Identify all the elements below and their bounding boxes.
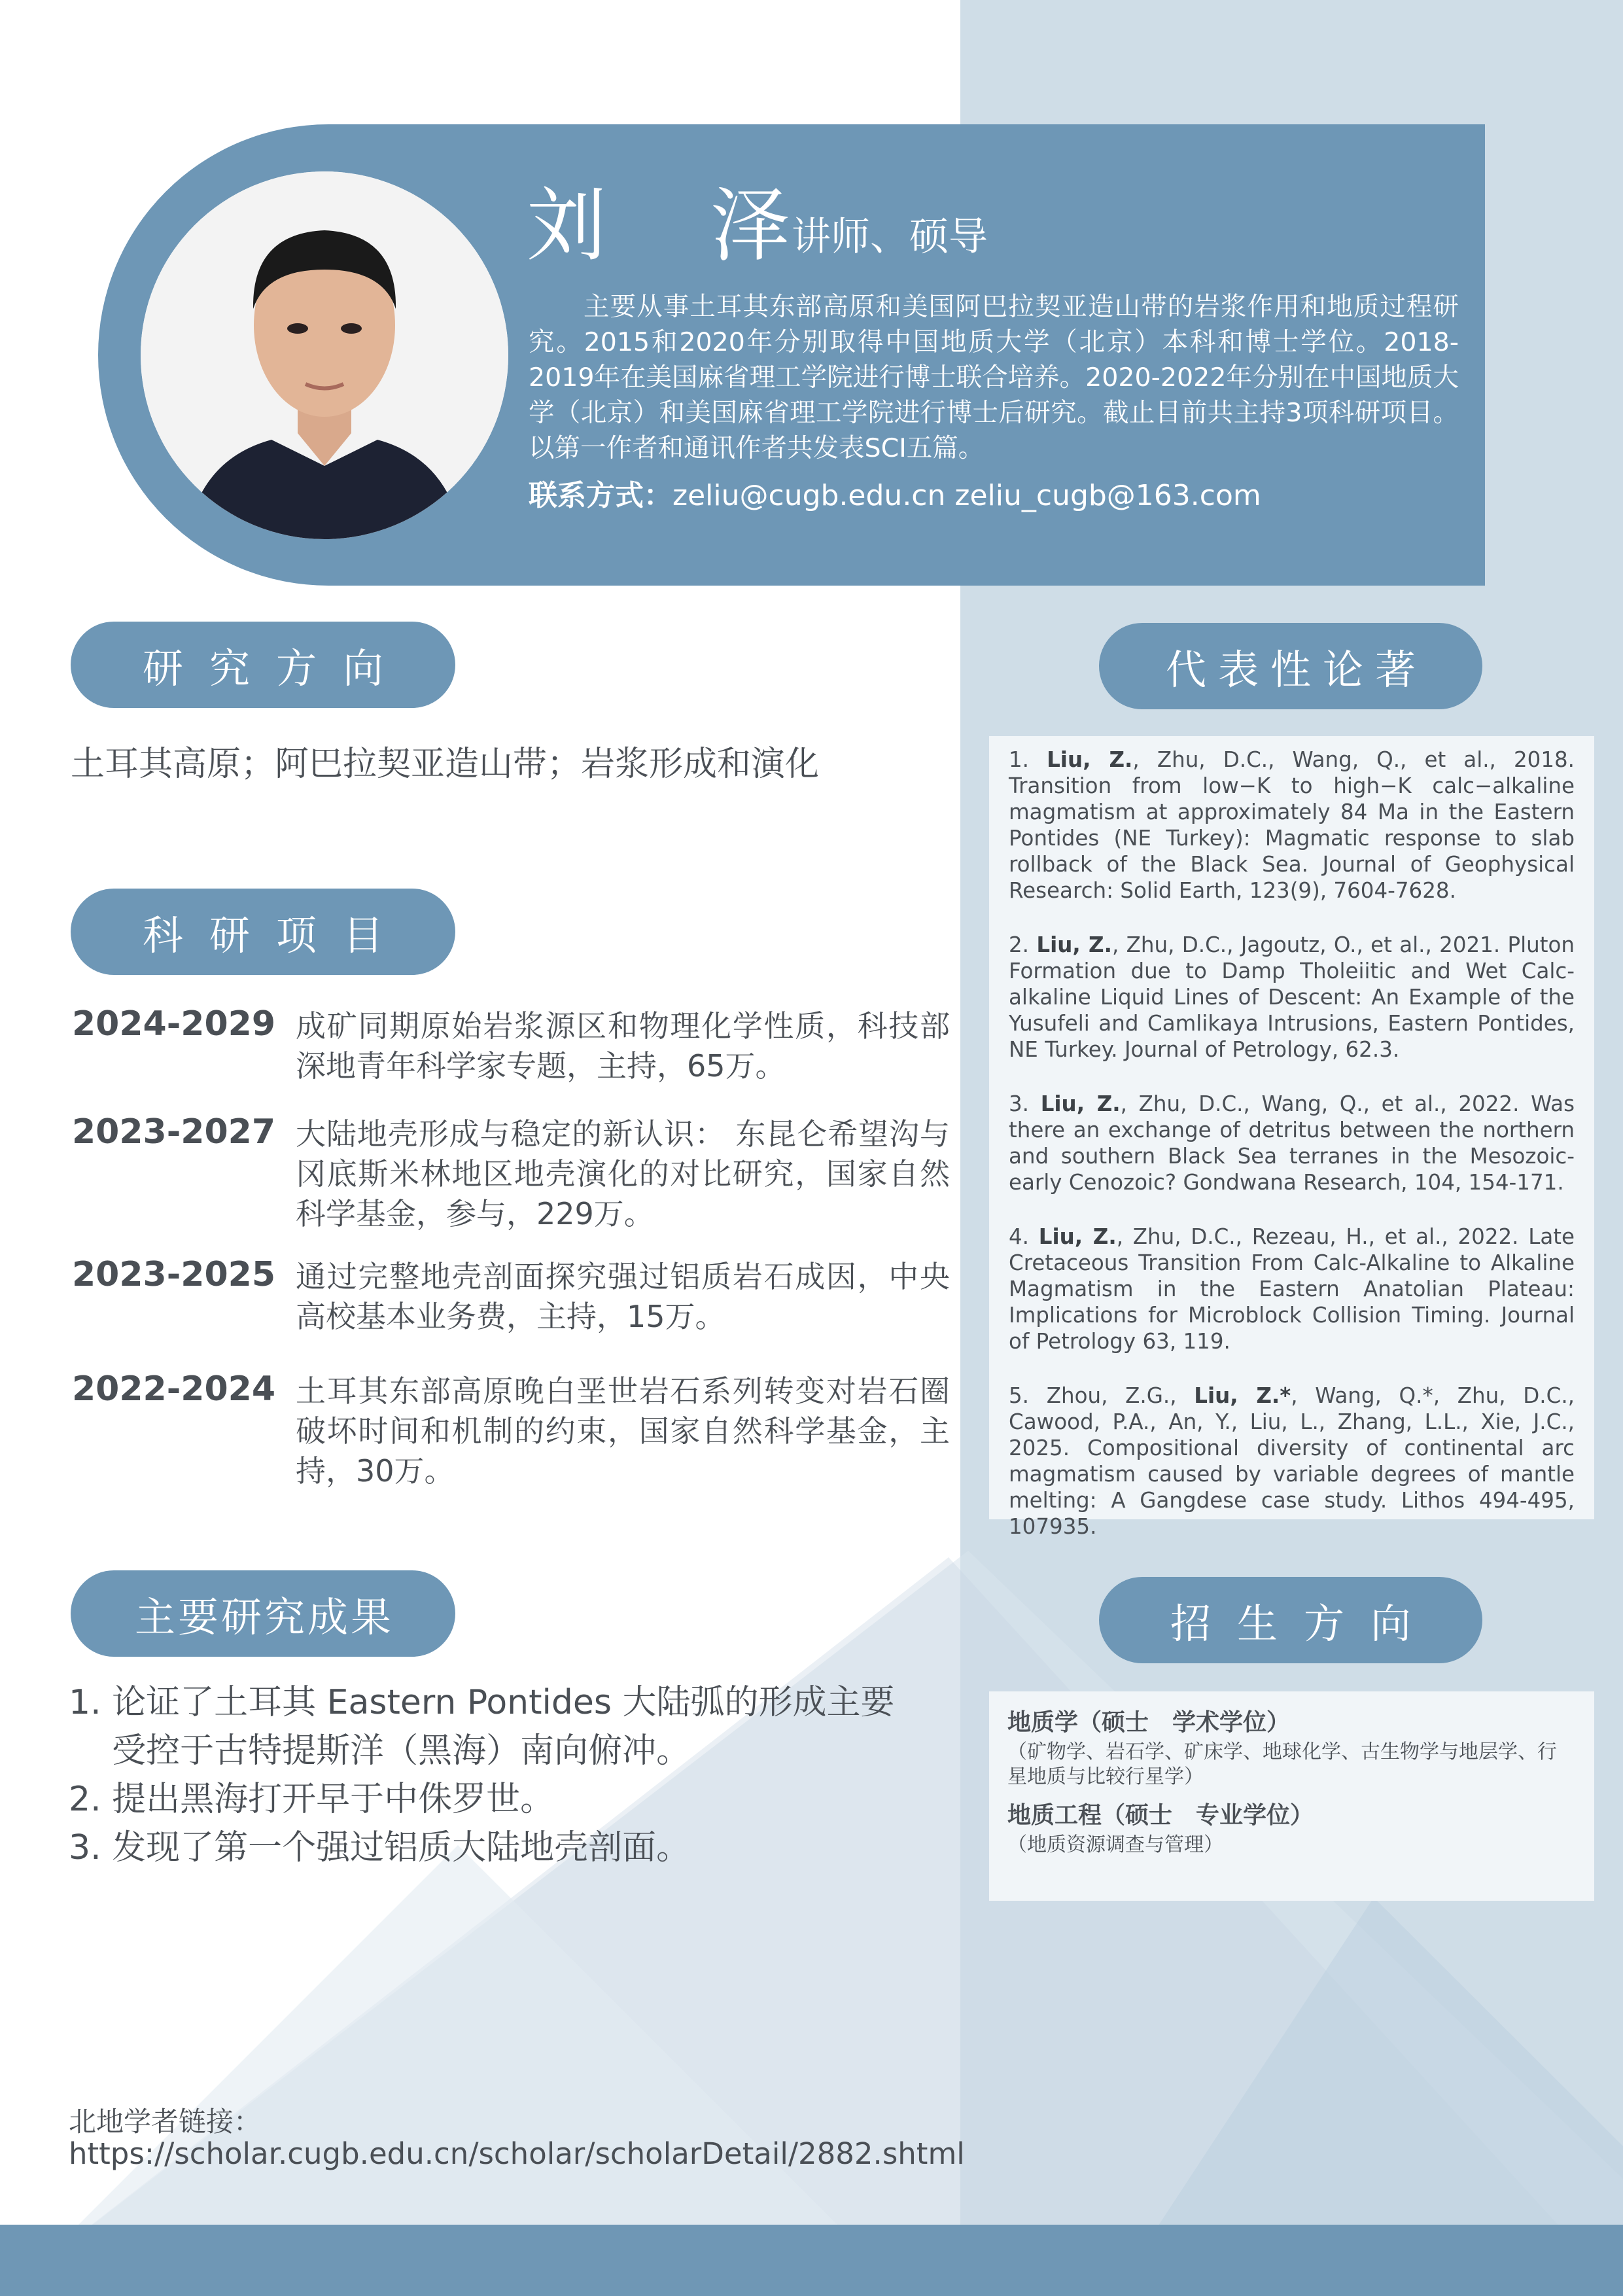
publication-citation: , Wang, Q.*, Zhu, D.C., Cawood, P.A., An, Y., Liu, L., Zhang, L.L., Xie, J.C., 2025. Compositional diversity of continental arc magmatism caused by variable degrees of mantle melting: A Gangdese case study. Lithos 494-495, 107935. [1009,1383,1575,1539]
publication-author: Liu, Z. [1040,1091,1121,1116]
publication-citation: , Zhu, D.C., Wang, Q., et al., 2018. Transition from low−K to high−K calc−alkaline magmatism at approximately 84 Ma in the Eastern Pontides (NE Turkey): Magmatic response to slab rollback of the Black Sea. Journal of Geophysical Research: Solid Earth, 123(9), 7604-7628. [1009,747,1575,903]
admission-degree: 地质学（硕士 学术学位） [1007,1709,1291,1736]
project-item [72,1004,950,1089]
publication-citation: , Zhu, D.C., Wang, Q., et al., 2022. Was there an exchange of detritus between the northern and southern Black Sea terranes in the Mesozoic-early Cenozoic? Gondwana Research, 104, 154-171. [1009,1091,1575,1195]
section-admission-label: 招生方向 [1170,1599,1437,1648]
publication-citation: , Zhu, D.C., Jagoutz, O., et al., 2021. Pluton Formation due to Damp Tholeiitic and Wet Calc-alkaline Liquid Lines of Descent: An Example of the Yusufeli and Camlikaya Intrusions, Eastern Pontides, NE Turkey. Journal of Petrology, 62.3. [1009,932,1575,1062]
publication-item [1009,932,1575,1063]
contact-emails: zeliu@cugb.edu.cn zeliu_cugb@163.com [672,479,1261,512]
publication-prefix: 5. Zhou, Z.G., [1009,1383,1195,1408]
publication-citation: , Zhu, D.C., Rezeau, H., et al., 2022. Late Cretaceous Transition From Calc-Alkaline to Alkaline Magmatism in the Eastern Anatolian Plateau: Implications for Microblock Collision Timing. Journal of Petrology 63, 119. [1009,1224,1575,1354]
project-desc: 大陆地壳形成与稳定的新认识： 东昆仑希望沟与冈底斯米林地区地壳演化的对比研究，国家自然科学基金，参与，229万。 [296,1116,950,1231]
section-projects-label: 科研项目 [142,911,410,959]
project-year: 2023-2027 [72,1112,276,1152]
publication-author: Liu, Z. [1047,747,1133,772]
project-desc: 通过完整地壳剖面探究强过铝质岩石成因，中央高校基本业务费，主持，15万。 [296,1259,950,1334]
publication-item [1009,1383,1575,1540]
section-publications [1099,623,1482,709]
publication-item [1009,747,1575,904]
publication-prefix: 2. [1009,932,1037,957]
results-item: 受控于古特提斯洋（黑海）南向俯冲。 [69,1731,691,1771]
publication-prefix: 1. [1009,747,1047,772]
project-item [72,1369,950,1494]
project-year: 2022-2024 [72,1369,276,1409]
publications-list [989,736,1594,1539]
results-list [69,1678,895,1872]
project-desc: 成矿同期原始岩浆源区和物理化学性质，科技部深地青年科学家专题，主持，65万。 [296,1008,950,1084]
publication-prefix: 3. [1009,1091,1041,1116]
publication-item [1009,1224,1575,1354]
project-item [72,1112,950,1237]
publication-author: Liu, Z. [1036,932,1112,957]
admission-fields: （地质资源调查与管理） [1007,1833,1223,1856]
project-item [72,1255,950,1340]
profile-title: 讲师、硕导 [792,214,988,260]
section-results [71,1570,455,1657]
section-results-label: 主要研究成果 [134,1593,394,1641]
scholar-link[interactable]: https://scholar.cugb.edu.cn/scholar/scholarDetail/2882.shtml [69,2136,965,2171]
section-research-direction-label: 研究方向 [142,644,410,692]
results-item: 2. 提出黑海打开早于中侏罗世。 [69,1780,555,1819]
contact-label: 联系方式： [529,479,672,512]
publication-prefix: 4. [1009,1224,1039,1249]
admission-fields: （矿物学、岩石学、矿床学、地球化学、古生物学与地层学、行星地质与比较行星学） [1007,1740,1557,1788]
results-item: 3. 发现了第一个强过铝质大陆地壳剖面。 [69,1828,691,1867]
project-desc: 土耳其东部高原晚白垩世岩石系列转变对岩石圈破坏时间和机制的约束，国家自然科学基金，主持，30万。 [296,1373,950,1489]
project-year: 2024-2029 [72,1004,276,1044]
section-admission [1099,1577,1482,1663]
project-year: 2023-2025 [72,1255,276,1294]
results-item: 1. 论证了土耳其 Eastern Pontides 大陆弧的形成主要 [69,1683,895,1722]
publication-author: Liu, Z. [1038,1224,1117,1249]
scholar-link-label: 北地学者链接： [69,2106,262,2138]
portrait-image [141,171,508,539]
admission-list [989,1691,1594,1901]
admission-degree: 地质工程（硕士 专业学位） [1007,1802,1314,1829]
publication-author: Liu, Z.* [1194,1383,1291,1408]
profile-name: 刘 泽 [527,179,829,272]
contact-info [529,476,1261,516]
footer-bar [0,2225,1623,2296]
section-projects [71,889,455,975]
section-research-direction [71,622,455,708]
profile-bio: 主要从事土耳其东部高原和美国阿巴拉契亚造山带的岩浆作用和地质过程研究。2015和2020年分别取得中国地质大学（北京）本科和博士学位。2018-2019年在美国麻省理工学院进行博士联合培养。2020-2022年分别在中国地质大学（北京）和美国麻省理工学院进行博士后研究。截止目前共主持3项科研项目。以第一作者和通讯作者共发表SCI五篇。 [529,292,1459,463]
profile-photo [141,171,508,539]
publication-item [1009,1091,1575,1195]
research-direction-text: 土耳其高原；阿巴拉契亚造山带；岩浆形成和演化 [71,745,820,784]
section-publications-label: 代表性论著 [1165,645,1427,694]
